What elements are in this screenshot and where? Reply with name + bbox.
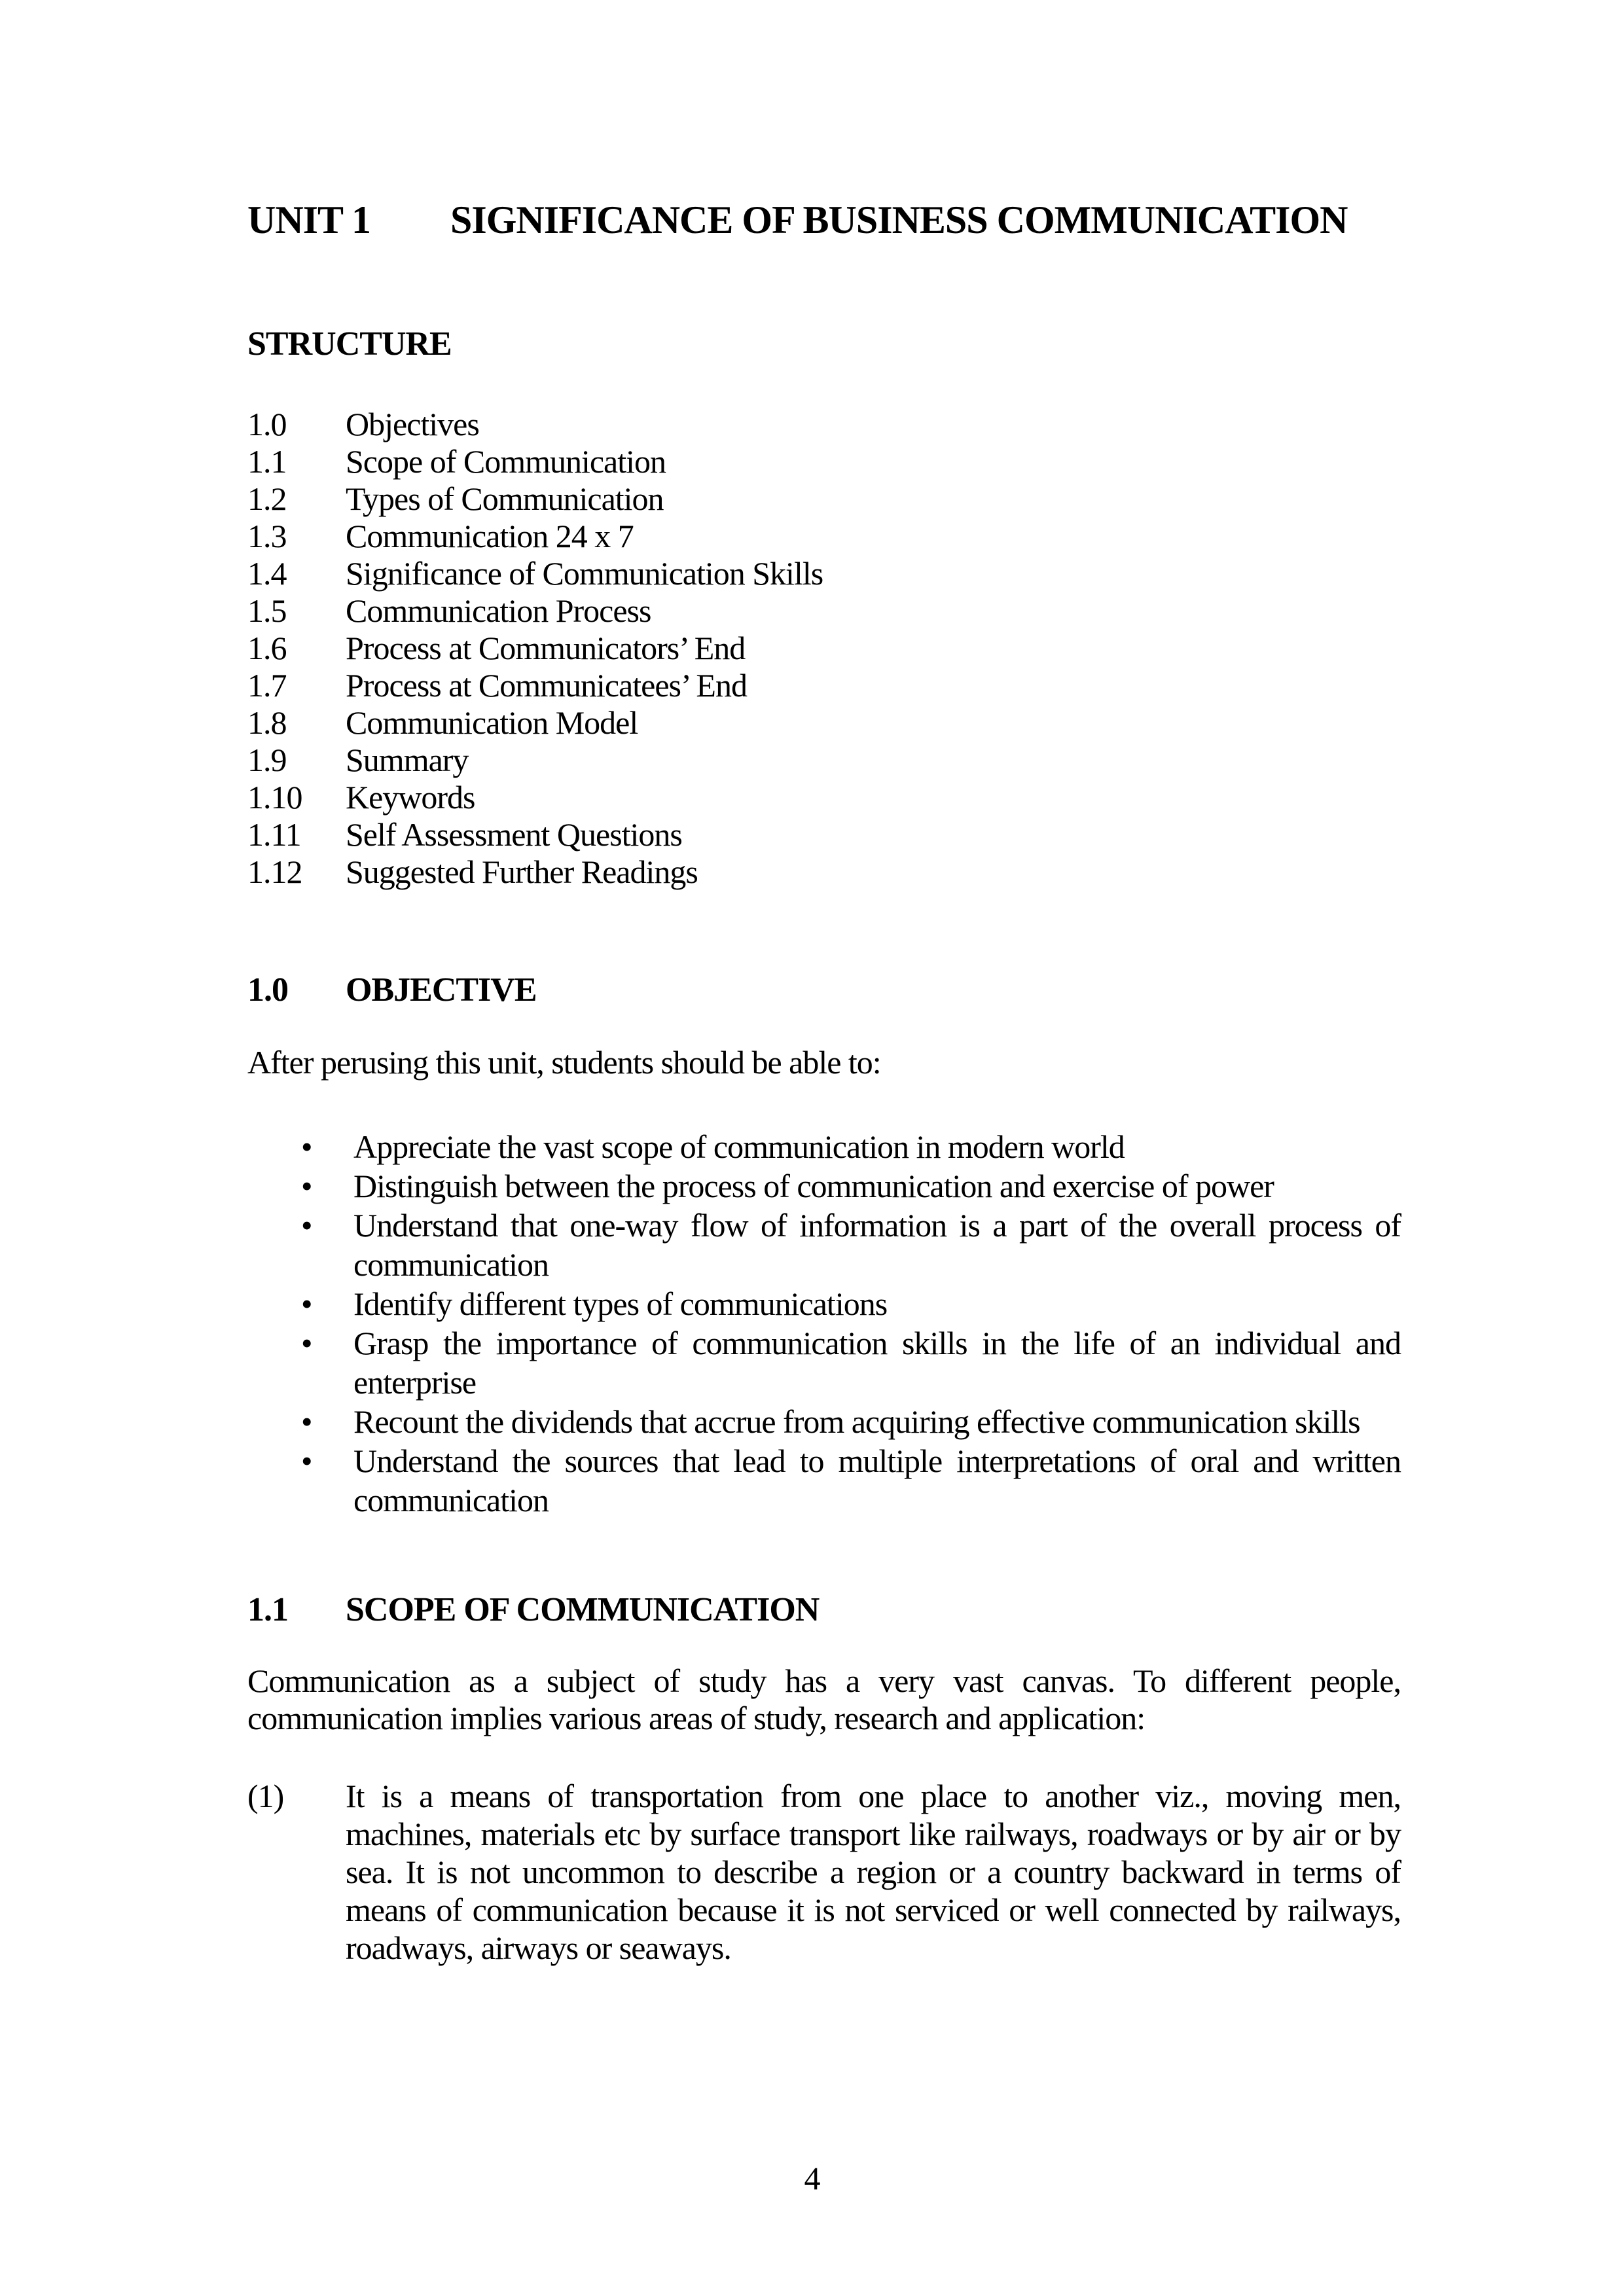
bullet-text: Understand the sources that lead to multiple interpretations of oral and written communication	[353, 1443, 1401, 1518]
bullet-icon: •	[301, 1325, 312, 1361]
structure-item	[247, 779, 1401, 816]
structure-item-label: Communication Process	[346, 592, 651, 629]
structure-item	[247, 443, 1401, 480]
structure-item	[247, 853, 1401, 891]
structure-item-label: Process at Communicators’ End	[346, 630, 746, 666]
numbered-item-text: It is a means of transportation from one place to another viz., moving men, machines, materials etc by surface transport like railways, roadways or by air or by sea. It is not uncommon to describe a region or a country backward in terms of means of communication because it is not serviced or well connected by railways, roadways, airways or seaways.	[346, 1778, 1401, 1966]
structure-item	[247, 555, 1401, 592]
structure-item-label: Suggested Further Readings	[346, 853, 698, 890]
structure-item-number: 1.0	[247, 406, 287, 442]
bullet-text: Recount the dividends that accrue from acquiring effective communication skills	[353, 1403, 1360, 1440]
bullet-item	[247, 1127, 1401, 1166]
structure-item-number: 1.9	[247, 742, 287, 778]
bullet-item	[247, 1323, 1401, 1402]
bullet-icon: •	[301, 1168, 312, 1204]
structure-item-label: Communication Model	[346, 704, 638, 741]
bullet-item	[247, 1441, 1401, 1520]
structure-item-label: Summary	[346, 742, 469, 778]
scope-paragraph: Communication as a subject of study has a very vast canvas. To different people, communication implies various areas of study, research and application:	[247, 1662, 1401, 1736]
objective-heading-label: OBJECTIVE	[346, 971, 537, 1009]
bullet-icon: •	[301, 1285, 312, 1322]
bullet-text: Appreciate the vast scope of communication in modern world	[353, 1128, 1125, 1165]
structure-heading: STRUCTURE	[247, 325, 452, 363]
structure-item-number: 1.6	[247, 630, 287, 666]
structure-item-label: Types of Communication	[346, 480, 664, 517]
structure-item-number: 1.12	[247, 853, 302, 890]
bullet-item	[247, 1166, 1401, 1206]
bullet-icon: •	[301, 1207, 312, 1244]
structure-item	[247, 630, 1401, 667]
structure-item-label: Process at Communicatees’ End	[346, 667, 747, 704]
structure-item-label: Self Assessment Questions	[346, 816, 682, 853]
bullet-item	[247, 1206, 1401, 1284]
structure-list	[247, 406, 1401, 891]
page-number: 4	[804, 2160, 820, 2197]
structure-item-number: 1.10	[247, 779, 302, 816]
bullet-icon: •	[301, 1403, 312, 1440]
objective-heading	[247, 971, 1401, 1010]
objective-intro: After perusing this unit, students should be able to:	[247, 1044, 881, 1081]
bullet-item	[247, 1402, 1401, 1441]
structure-item-label: Communication 24 x 7	[346, 518, 634, 554]
bullet-text: Identify different types of communications	[353, 1285, 888, 1322]
bullet-text: Grasp the importance of communication skills in the life of an individual and enterprise	[353, 1325, 1401, 1401]
structure-item-number: 1.4	[247, 555, 287, 592]
structure-item-number: 1.2	[247, 480, 287, 517]
structure-item-number: 1.3	[247, 518, 287, 554]
scope-heading	[247, 1590, 1401, 1630]
structure-item-label: Keywords	[346, 779, 475, 816]
objective-bullet-list	[247, 1127, 1401, 1520]
objective-heading-number: 1.0	[247, 971, 288, 1009]
bullet-text: Understand that one-way flow of information is a part of the overall process of communication	[353, 1207, 1401, 1283]
structure-item-label: Objectives	[346, 406, 479, 442]
structure-item	[247, 816, 1401, 853]
structure-item	[247, 480, 1401, 518]
structure-item-label: Significance of Communication Skills	[346, 555, 823, 592]
structure-item-number: 1.1	[247, 443, 287, 480]
bullet-item	[247, 1284, 1401, 1323]
structure-item	[247, 704, 1401, 742]
structure-item-number: 1.7	[247, 667, 287, 704]
unit-title-text: SIGNIFICANCE OF BUSINESS COMMUNICATION	[450, 198, 1348, 242]
scope-heading-number: 1.1	[247, 1591, 288, 1628]
bullet-text: Distinguish between the process of communication and exercise of power	[353, 1168, 1274, 1204]
numbered-item-number: (1)	[247, 1778, 284, 1814]
bullet-icon: •	[301, 1128, 312, 1165]
unit-title	[247, 0, 1401, 242]
unit-number: UNIT 1	[247, 198, 370, 242]
scope-heading-label: SCOPE OF COMMUNICATION	[346, 1591, 820, 1628]
page-content	[247, 0, 1401, 1967]
structure-item	[247, 742, 1401, 779]
structure-item-number: 1.8	[247, 704, 287, 741]
bullet-icon: •	[301, 1443, 312, 1479]
structure-item	[247, 518, 1401, 555]
structure-item	[247, 406, 1401, 443]
structure-item	[247, 592, 1401, 630]
numbered-item	[247, 1777, 1401, 1967]
structure-item-label: Scope of Communication	[346, 443, 666, 480]
structure-item-number: 1.11	[247, 816, 301, 853]
structure-item	[247, 667, 1401, 704]
structure-item-number: 1.5	[247, 592, 287, 629]
